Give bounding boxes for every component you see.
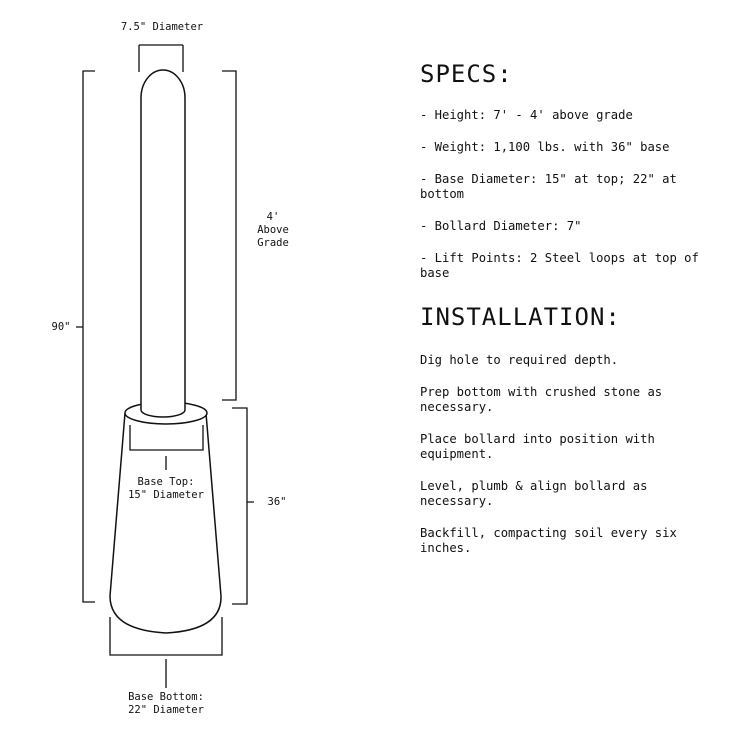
installation-heading: INSTALLATION: xyxy=(420,303,621,331)
above-grade-label: 4' Above Grade xyxy=(257,211,289,249)
base-height-label: 36" xyxy=(267,496,287,508)
spec-item-lift-points: - Lift Points: 2 Steel loops at top of base xyxy=(420,251,699,280)
spec-item-height: - Height: 7' - 4' above grade xyxy=(420,108,633,122)
spec-item-bollard-diameter: - Bollard Diameter: 7" xyxy=(420,219,582,233)
install-step-prep: Prep bottom with crushed stone as necessary. xyxy=(420,385,663,414)
installation-list xyxy=(420,353,720,556)
bollard-base xyxy=(110,413,221,633)
install-step-backfill: Backfill, compacting soil every six inches. xyxy=(420,526,677,555)
base-top-label: Base Top: 15" Diameter xyxy=(128,476,204,501)
above-grade-bracket xyxy=(222,71,236,400)
install-step-dig: Dig hole to required depth. xyxy=(420,353,619,367)
base-bottom-label: Base Bottom: 22" Diameter xyxy=(128,691,204,716)
specs-heading: SPECS: xyxy=(420,60,513,88)
install-step-place: Place bollard into position with equipment. xyxy=(420,432,655,461)
info-panel xyxy=(420,60,720,573)
top-diameter-label: 7.5" Diameter xyxy=(120,21,204,33)
spec-list xyxy=(420,108,720,281)
top-diameter-bracket xyxy=(139,45,183,72)
spec-item-weight: - Weight: 1,100 lbs. with 36" base xyxy=(420,140,670,154)
install-step-level: Level, plumb & align bollard as necessary. xyxy=(420,479,648,508)
total-height-bracket xyxy=(76,71,95,602)
total-height-label: 90" xyxy=(51,321,71,333)
base-height-bracket xyxy=(232,408,254,604)
spec-item-base-diameter: - Base Diameter: 15" at top; 22" at bottom xyxy=(420,172,677,201)
bollard-post xyxy=(141,70,185,417)
